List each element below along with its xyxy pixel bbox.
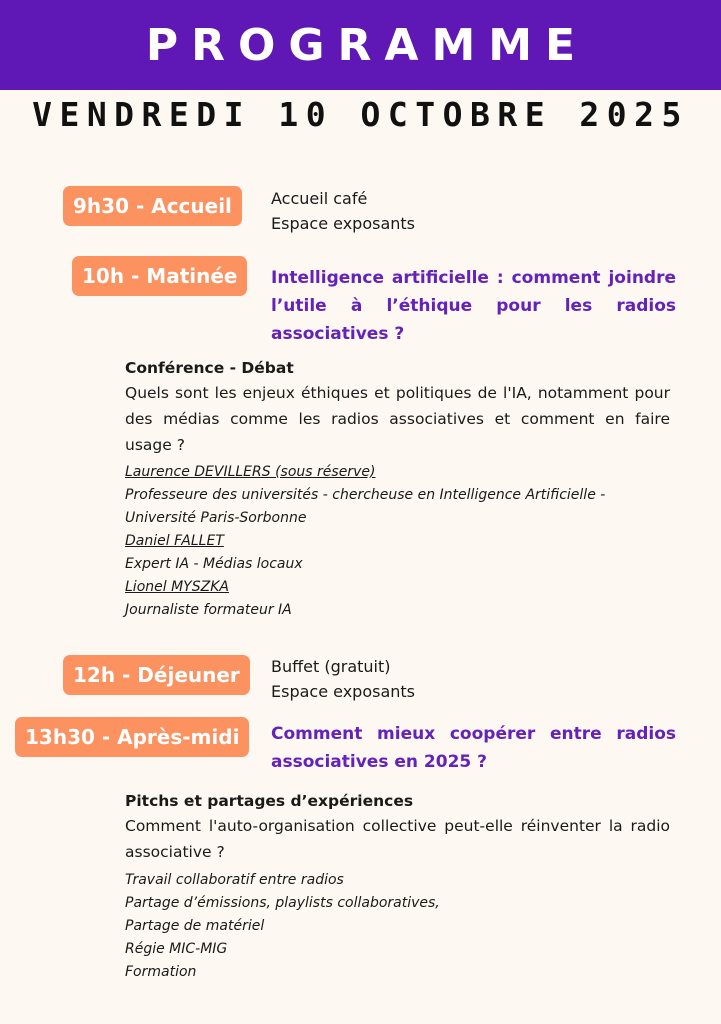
dejeuner-line-2: Espace exposants <box>271 682 415 701</box>
apresmidi-description: Comment l'auto-organisation collective peut-elle réinventer la radio associative ? <box>125 817 670 861</box>
time-badge-matinee: 10h - Matinée <box>72 256 247 296</box>
header-banner <box>0 0 721 90</box>
matinee-description: Quels sont les enjeux éthiques et politiques de l'IA, notamment pour des médias comme les radios associatives et comment en faire usage ? <box>125 384 670 454</box>
accueil-line-2: Espace exposants <box>271 214 415 233</box>
dejeuner-line-1: Buffet (gratuit) <box>271 657 391 676</box>
time-badge-accueil: 9h30 - Accueil <box>63 186 242 226</box>
time-badge-dejeuner: 12h - Déjeuner <box>63 655 250 695</box>
list-item: Partage d’émissions, playlists collaboratives, <box>125 895 440 911</box>
page-title: PROGRAMME <box>145 19 589 71</box>
speaker-name: Daniel FALLET <box>125 533 224 549</box>
matinee-session <box>125 356 670 622</box>
apresmidi-session <box>125 789 670 984</box>
speaker-name: Laurence DEVILLERS (sous réserve) <box>125 464 376 480</box>
accueil-details <box>271 186 415 236</box>
list-item: Partage de matériel <box>125 918 265 934</box>
dejeuner-details <box>271 654 415 704</box>
list-item: Formation <box>125 964 197 980</box>
activity-list <box>125 869 670 984</box>
accueil-line-1: Accueil café <box>271 189 368 208</box>
list-item: Régie MIC-MIG <box>125 941 228 957</box>
apresmidi-topic: Comment mieux coopérer entre radios associatives en 2025 ? <box>271 724 676 772</box>
speaker-role: Professeure des universités - chercheuse en Intelligence Artificielle - Université Paris-Sorbonne <box>125 487 606 526</box>
time-badge-apresmidi: 13h30 - Après-midi <box>15 717 249 757</box>
speaker-name: Lionel MYSZKA <box>125 579 229 595</box>
event-date: VENDREDI 10 OCTOBRE 2025 <box>32 95 689 134</box>
matinee-topic: Intelligence artificielle : comment joindre l’utile à l’éthique pour les radios associatives ? <box>271 268 676 344</box>
speaker-role: Expert IA - Médias locaux <box>125 556 303 572</box>
speaker-list <box>125 461 670 622</box>
apresmidi-format: Pitchs et partages d’expériences <box>125 792 414 810</box>
speaker-role: Journaliste formateur IA <box>125 602 292 618</box>
list-item: Travail collaboratif entre radios <box>125 872 344 888</box>
matinee-format: Conférence - Débat <box>125 359 294 377</box>
